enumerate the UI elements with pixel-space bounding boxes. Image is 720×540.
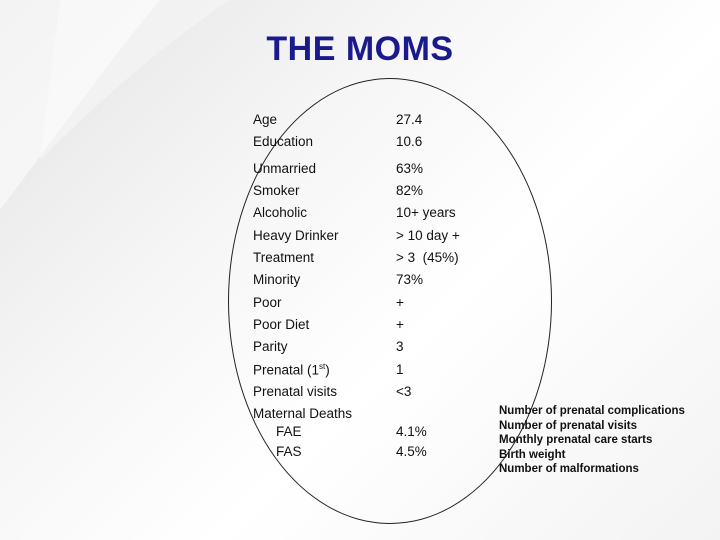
row-fae-label: FAE — [276, 424, 302, 439]
row-parity-label: Parity — [253, 339, 288, 354]
row-prenatal-first-value: 1 — [396, 362, 404, 377]
row-unmarried-value: 63% — [396, 161, 424, 176]
row-heavy-drinker-value: > 10 day + — [396, 228, 460, 243]
row-poor-label: Poor — [253, 295, 282, 310]
row-smoker-value: 82% — [396, 183, 424, 198]
row-unmarried-label: Unmarried — [253, 161, 317, 176]
side-list-item: Number of malformations — [499, 463, 639, 475]
row-heavy-drinker-label: Heavy Drinker — [253, 228, 339, 243]
row-parity-value: 3 — [396, 339, 404, 354]
row-poor-diet-value: + — [396, 317, 404, 332]
row-prenatal-visits-label: Prenatal visits — [253, 384, 338, 399]
prenatal-first-label-sup: st — [319, 362, 326, 371]
row-minority-label: Minority — [253, 272, 301, 287]
row-age-label: Age — [253, 112, 278, 127]
row-fas-label: FAS — [276, 444, 302, 459]
row-poor-value: + — [396, 295, 404, 310]
prenatal-first-label-close: ) — [325, 362, 330, 378]
row-alcoholic-label: Alcoholic — [253, 205, 308, 220]
row-education-value: 10.6 — [396, 134, 423, 149]
row-prenatal-first-label — [253, 362, 330, 378]
row-fas-value: 4.5% — [396, 444, 427, 459]
side-list-item: Number of prenatal visits — [499, 419, 638, 432]
row-treatment-value: > 3 (45%) — [396, 250, 459, 265]
row-prenatal-visits-value: <3 — [396, 384, 412, 399]
row-alcoholic-value: 10+ years — [396, 205, 456, 220]
row-poor-diet-label: Poor Diet — [253, 317, 310, 332]
row-education-label: Education — [253, 134, 314, 149]
prenatal-first-label-text: Prenatal (1 — [253, 362, 320, 378]
side-list-item: Number of prenatal complications — [499, 405, 685, 417]
side-list-item: Monthly prenatal care starts — [499, 434, 653, 446]
slide-title: THE MOMS — [266, 30, 454, 68]
row-minority-value: 73% — [396, 272, 424, 287]
row-smoker-label: Smoker — [253, 183, 300, 198]
maternal-deaths-label: Maternal Deaths — [253, 406, 353, 421]
side-list-item: Birth weight — [499, 448, 566, 461]
side-outcomes-list — [499, 404, 685, 477]
row-age-value: 27.4 — [396, 112, 423, 127]
row-fae-value: 4.1% — [396, 424, 427, 439]
row-treatment-label: Treatment — [253, 250, 315, 265]
